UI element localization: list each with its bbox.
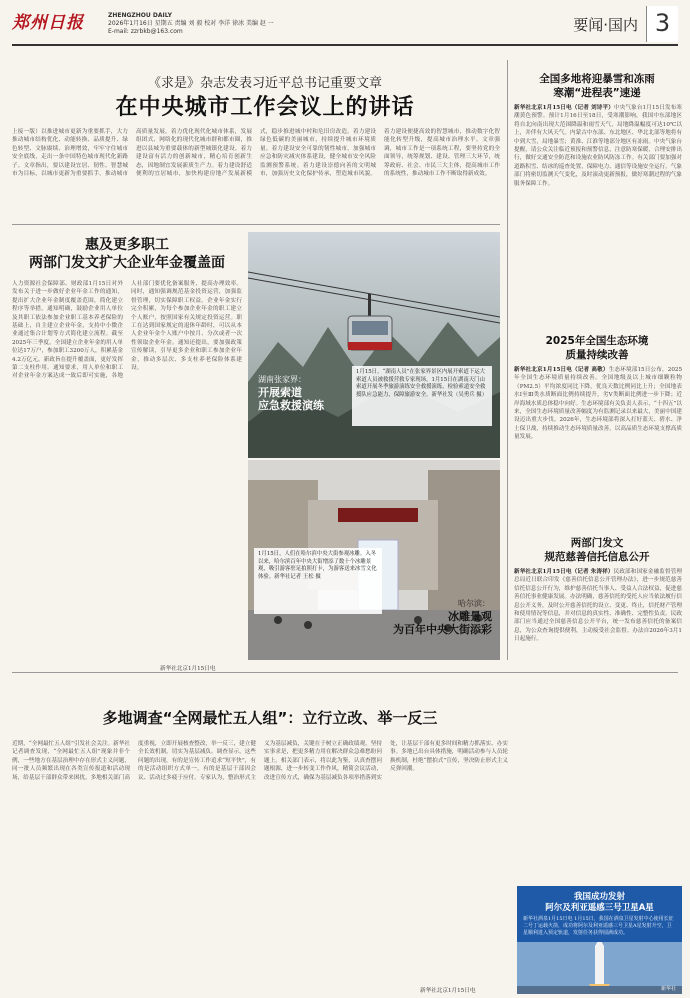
bottom-byline: 新华社北京1月15日电 — [420, 988, 476, 994]
bottom-headline: 多地调查“全网最忙五人组”：立行立改、举一反三 — [102, 709, 438, 727]
weather-body — [514, 104, 682, 324]
divider-line — [12, 224, 500, 225]
divider-line-bottom — [12, 672, 678, 673]
vertical-divider — [507, 60, 508, 660]
launch-body: 新华社酒泉1月15日电 1月15日，我国在酒泉卫星发射中心使用长征二号丁运载火箭，成功将阿尔及利亚遥感三号卫星A星发射升空，卫星顺利进入预定轨道，发射任务获得圆满成功。 — [523, 916, 674, 936]
ecology-headline: 2025年全国生态环境 质量持续改善 — [545, 335, 649, 361]
ecology-body — [514, 366, 682, 526]
ecology-byline: 新华社北京1月15日电（记者 高敬） — [514, 367, 609, 373]
photo-top-caption: 1月15日，“湖南人员”在张家界景区内展开索道下运大索道人员被救援营救专家现场，1月15日在湖南天门山索道开展冬季旅游演练安全救援演练，检验索道安全救援队应急能力，保障旅游安全。新华社发（吴勇兵 摄） — [352, 366, 492, 426]
charity-body — [514, 568, 682, 668]
jobs-headline: 惠及更多职工 两部门发文扩大企业年金覆盖面 — [29, 237, 225, 271]
rocket-illustration — [517, 942, 682, 994]
paper-logo: 郑州日报 — [12, 13, 84, 33]
photo-bottom-title: 冰雕景观 为百年中央大街添彩 — [393, 610, 492, 636]
lead-kicker: 《求是》杂志发表习近平总书记重要文章 — [147, 76, 382, 91]
launch-headline: 我国成功发射 阿尔及利亚遥感三号卫星A星 — [545, 892, 654, 913]
ice-street-photo — [248, 460, 500, 660]
photo-bottom-caption: 1月15日，人们在哈尔滨中央大街参观冰雕。入冬以来，哈尔滨百年中央大街增添了数十个冰雕景观，吸引游客驻足拍照打卡，为游客送来冰雪文化体验。新华社记者 王松 摄 — [254, 548, 382, 614]
weather-text: 中央气象台1月15日发布寒潮黄色预警。预计1月16日至18日，受寒潮影响，我国中东部地区将自北向南出现大范围降温和雨雪天气，局地降温幅度可达10℃以上，并伴有大风天气。内蒙古中东部、东北地区、华北北部等地将有中到大雪，局地暴雪；黄淮、江淮等地部分地区有冻雨。中央气象台提醒，请公众关注临近预报和预警信息，注意防寒保暖，合理安排出行，做好交通安全防范和设施农业防风防冻工作。有关部门要加强对道路积雪、结冰的巡查处置，保障电力、通信等设施安全运行。气象部门将密切监测天气变化，及时滚动更新预报，做好寒潮过程的气象服务保障工作。 — [514, 105, 682, 187]
launch-byline: 新华社 — [660, 986, 676, 992]
paper-en-name: ZHENGZHOU DAILY — [108, 12, 172, 19]
page-number: 3 — [646, 6, 678, 42]
cable-car-photo — [248, 232, 500, 458]
photo-right-label: 哈尔滨： — [458, 599, 490, 608]
jobs-body: 人力资源社会保障部、财政部1月15日对外发布关于进一步做好企业年金工作的通知，提出扩大企业年金制度覆盖范围，简化建立程序等举措。通知明确，鼓励企业用人单位及其职工依法参加企业职工基本养老保险的基础上，自主建立企业年金，支持中小微企业通过集合计划等方式简化建立流程。截至2025年三季度，全国建立企业年金的用人单位达17万户，参加职工3200万人，积累基金4.2万亿元。新政旨在提升覆盖面，更好发挥第二支柱作用。通知要求，用人单位和职工对企业年金方案达成一致后即可实施，各地人社部门要优化备案服务，提高办理效率。同时，通知强调规范基金投资运营，加强监督管理，切实保障职工权益。企业年金实行完全积累，为每个参加企业年金的职工建立个人账户，按照国家有关规定投资运营。职工在达到国家规定的退休年龄时，可以从本人企业年金个人账户中按月、分次或者一次性领取企业年金。通知还提出，要加强政策宣传解读，引导更多企业和职工参加企业年金，推动多层次、多支柱养老保险体系建设。 — [12, 281, 242, 380]
satellite-launch-box — [517, 886, 682, 994]
charity-text: 民政部和国家金融监督管理总局近日联合印发《慈善信托信息公开管理办法》，进一步规范慈善信托信息公开行为，维护慈善信托当事人、受益人合法权益，促进慈善信托事业健康发展。办法明确，慈善信托的受托人应当依法履行信息公开义务，及时公开慈善信托的设立、变更、终止，信托财产管理和使用情况等信息，并对信息的真实性、准确性、完整性负责。民政部门应当通过全国慈善信息公开平台，统一发布慈善信托的备案信息，为公众查询提供便利，主动接受社会监督。办法自2026年3月1日起施行。 — [514, 569, 682, 643]
lead-body: 上接一版）以推进城市更新为重要抓手，大力推动城市结构优化、动能转换、品质提升、绿色转型、文脉赓续、治理增效，牢牢守住城市安全底线，走出一条中国特色城市现代化新路子。文章指出，要以建设宜居、韧性、智慧城市为目标，以城市更新为重要抓手，推动城市高质量发展。着力优化现代化城市体系，发展组团式、网络化的现代化城市群和都市圈，推进以县城为重要载体的新型城镇化建设。着力建设富有活力的创新城市，精心培育创新生态，因地制宜发展新质生产力。着力建设舒适便利的宜居城市，加快构建房地产发展新模式，稳步推进城中村和危旧房改造。着力建设绿色低碳的美丽城市，持续提升城市环境质量。着力建设安全可靠的韧性城市，加强城市应急和防灾减灾体系建设，健全城市安全风险监测预警系统。着力建设崇德向善的文明城市，加强历史文化保护传承，塑造城市风貌。着力建设便捷高效的智慧城市，推动数字化智能化转型升级，提高城市治理水平。文章强调，城市工作是一项系统工程，要坚持党的全面领导，统筹规划、建设、管理三大环节，统筹政府、社会、市民三大主体，提高城市工作的系统性，推动城市工作不断取得新成效。 — [12, 129, 500, 178]
section-title: 要闻·国内 — [573, 16, 638, 34]
lead-headline: 在中央城市工作会议上的讲话 — [115, 95, 415, 120]
masthead — [12, 6, 678, 46]
weather-headline: 全国多地将迎暴雪和冻雨 寒潮“进程表”速递 — [539, 73, 655, 99]
issue-date: 2026年1月16日 星期五 责编 刘 毅 校对 李洋 徐冰 美编 赵 一 — [108, 20, 274, 27]
jobs-byline: 新华社北京1月15日电 — [160, 666, 216, 672]
issue-meta — [108, 12, 274, 36]
photo-left-label: 湖南张家界： — [258, 375, 306, 384]
editor-email: E-mail: zzrbkb@163.com — [108, 28, 183, 35]
photo-top-title: 开展索道 应急救援演练 — [258, 386, 324, 412]
weather-byline: 新华社北京1月15日电（记者 刘诗平） — [514, 105, 614, 111]
charity-headline: 两部门发文 规范慈善信托信息公开 — [544, 537, 650, 563]
bottom-body: 近期，“全网最忙五人组”引发社会关注。新华社记者调查发现，“全网最忙五人组”现象并非个例，一些地方在基层治理中存在形式主义问题，同一批人员频繁出现在各类宣传报道和活动现场，给基层干部群众带来困扰。多地相关部门高度重视，立即开展核查整改，举一反三，建立健全长效机制，切实为基层减负。调查显示，这些问题的出现，有的是宣传工作追求“短平快”，有的是活动组织方式单一，有的是基层干部因会议、活动过多疲于应付。专家认为，整治形式主义为基层减负，关键在于树立正确政绩观，坚持实事求是，把更多精力用在解决群众急难愁盼问题上。相关部门表示，将以此为鉴，认真查摆问题根源，进一步转变工作作风，精简会议活动，改进宣传方式，确保为基层减负各项举措落到实处，让基层干部有更多时间和精力抓落实、办实事。多地已出台具体措施，明确活动参与人员轮换机制，杜绝“摆拍式”宣传，坚决防止形式主义反弹回潮。 — [12, 741, 508, 781]
ecology-text: 生态环境部15日公布，2025年全国生态环境质量持续改善。全国地级及以上城市细颗粒物（PM2.5）平均浓度同比下降，优良天数比例同比上升；全国地表水Ⅰ至Ⅲ类水质断面比例持续提升，劣Ⅴ类断面比例进一步下降；近岸海域水质总体稳中向好。生态环境部有关负责人表示，“十四五”以来，全国生态环境质量改善幅度为有监测记录以来最大，美丽中国建设迈出重大步伐。2026年，生态环境部将深入打好蓝天、碧水、净土保卫战，持续推动生态环境质量改善，以高品质生态环境支撑高质量发展。 — [514, 367, 682, 441]
charity-byline: 新华社北京1月15日电（记者 朱涛祥） — [514, 569, 614, 575]
